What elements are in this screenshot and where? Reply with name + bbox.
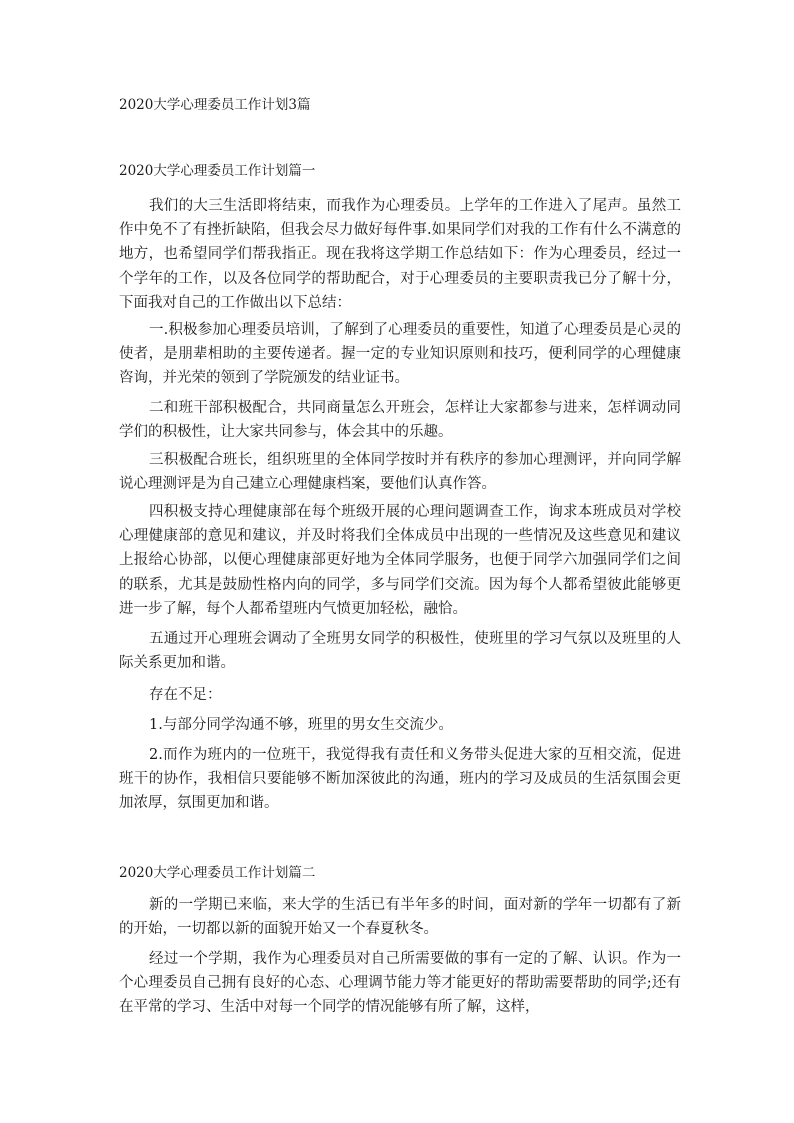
paragraph: 新的一学期已来临，来大学的生活已有半年多的时间，面对新的学年一切都有了新的开始，一切都以新的面貌开始又一个春夏秋冬。 [119, 897, 681, 938]
document-title: 2020大学心理委员工作计划3篇 [119, 97, 311, 113]
list-item: 1.与部分同学沟通不够，班里的男女生交流少。 [149, 717, 453, 733]
section-heading-2: 2020大学心理委员工作计划篇二 [119, 865, 316, 881]
paragraph: 经过一个学期，我作为心理委员对自己所需要做的事有一定的了解、认识。作为一个心理委员自己拥有良好的心态、心理调节能力等才能更好的帮助需要帮助的同学;还有在平常的学习、生活中对每一个同学的情况能够有所了解，这样， [119, 951, 681, 1016]
paragraph: 一.积极参加心理委员培训，了解到了心理委员的重要性，知道了心理委员是心灵的使者，是朋辈相助的主要传递者。握一定的专业知识原则和技巧，便利同学的心理健康咨询，并光荣的领到了学院颁发的结业证书。 [119, 322, 681, 387]
paragraph: 二和班干部积极配合，共同商量怎么开班会，怎样让大家都参与进来，怎样调动同学们的积极性，让大家共同参与，体会其中的乐趣。 [119, 400, 681, 441]
paragraph: 五通过开心理班会调动了全班男女同学的积极性，使班里的学习气氛以及班里的人际关系更加和谐。 [119, 631, 681, 672]
list-item: 2.而作为班内的一位班干，我觉得我有责任和义务带头促进大家的互相交流，促进班干的协作，我相信只要能够不断加深彼此的沟通，班内的学习及成员的生活氛围会更加浓厚，氛围更加和谐。 [119, 747, 681, 812]
section-heading-1: 2020大学心理委员工作计划篇一 [119, 163, 316, 179]
paragraph: 存在不足： [149, 687, 222, 703]
paragraph: 三积极配合班长，组织班里的全体同学按时并有秩序的参加心理测评，并向同学解说心理测评是为自己建立心理健康档案，要他们认真作答。 [119, 452, 681, 493]
paragraph: 四积极支持心理健康部在每个班级开展的心理问题调查工作，询求本班成员对学校心理健康部的意见和建议，并及时将我们全体成员中出现的一些情况及这些意见和建议上报给心协部，以便心理健康部更好地为全体同学服务，也便于同学六加强同学们之间的联系，尤其是鼓励性格内向的同学，多与同学们交流。因为每个人都希望彼此能够更进一步了解，每个人都希望班内气愤更加轻松，融恰。 [119, 504, 681, 617]
paragraph: 我们的大三生活即将结束，而我作为心理委员。上学年的工作进入了尾声。虽然工作中免不了有挫折缺陷，但我会尽力做好每件事.如果同学们对我的工作有什么不满意的地方，也希望同学们帮我指正。现在我将这学期工作总结如下：作为心理委员，经过一个学年的工作，以及各位同学的帮助配合，对于心理委员的主要职责我已分了解十分，下面我对自己的工作做出以下总结： [119, 198, 681, 311]
